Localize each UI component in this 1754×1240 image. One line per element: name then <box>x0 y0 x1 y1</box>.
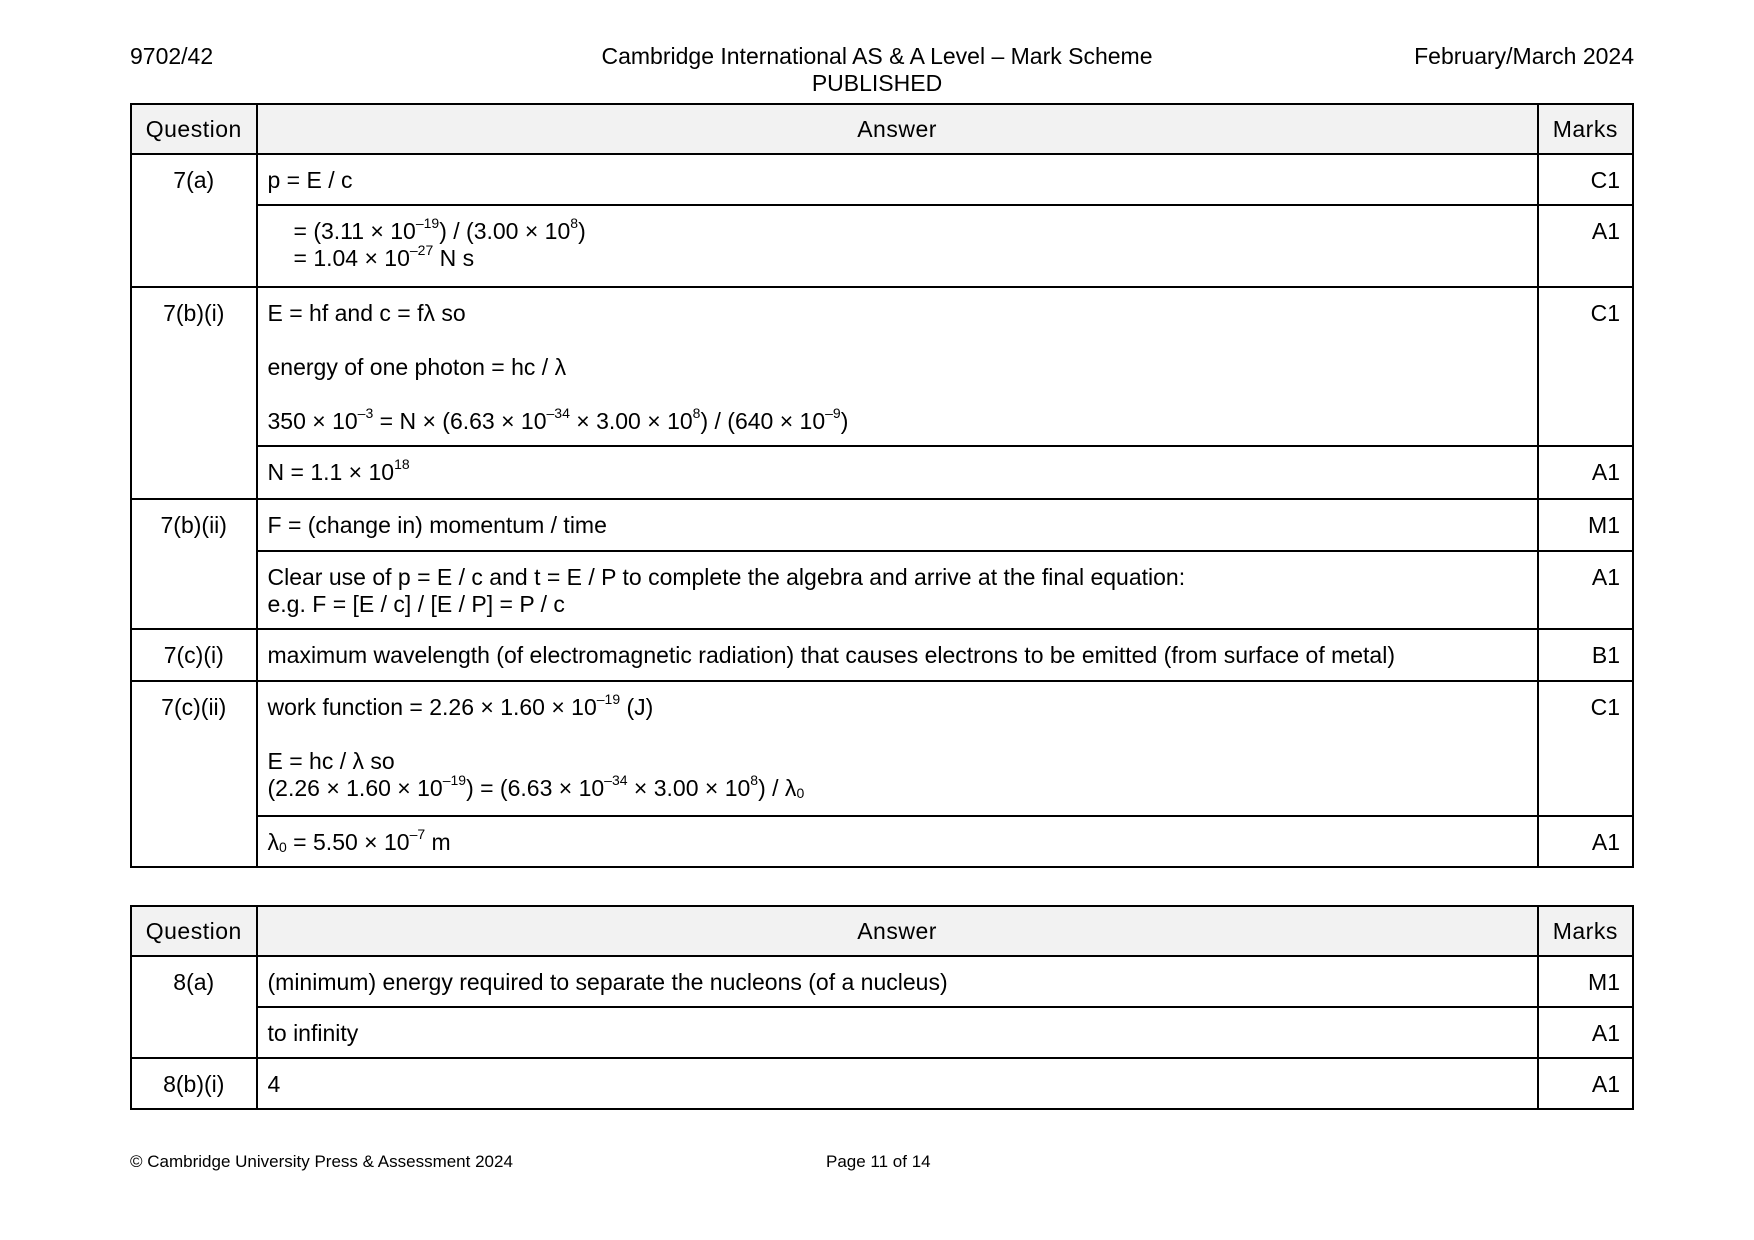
table-row <box>131 1058 1633 1109</box>
answer-cell <box>257 1058 1538 1109</box>
marks-column-header: Marks <box>1538 104 1633 154</box>
page-number: Page 11 of 14 <box>826 1152 931 1171</box>
answer-cell <box>257 551 1538 629</box>
answer-text: = N × (6.63 × 10 <box>373 408 547 434</box>
answer-text: (2.26 × 1.60 × 10 <box>267 775 443 801</box>
mark-cell: A1 <box>1538 1058 1633 1109</box>
answer-text: ) / (3.00 × 10 <box>439 218 571 244</box>
table-row <box>131 551 1633 629</box>
answer-text: = 5.50 × 10 <box>286 829 410 855</box>
subscript: 0 <box>279 839 287 855</box>
question-label: 8(a) <box>131 956 257 1058</box>
question-label: 7(b)(ii) <box>131 499 257 629</box>
mark-cell: M1 <box>1538 499 1633 551</box>
answer-line <box>267 405 1527 435</box>
question-label: 7(a) <box>131 154 257 287</box>
mark-cell: M1 <box>1538 956 1633 1007</box>
answer-text: λ <box>267 829 279 855</box>
answer-text: F = (change in) momentum / time <box>267 512 607 538</box>
answer-text: × 3.00 × 10 <box>627 775 751 801</box>
answer-text: × 3.00 × 10 <box>569 408 693 434</box>
answer-cell <box>257 956 1538 1007</box>
mark-cell: A1 <box>1538 205 1633 287</box>
table-row <box>131 956 1633 1007</box>
exponent: –34 <box>546 405 570 422</box>
question-column-header: Question <box>131 906 257 956</box>
mark-cell: A1 <box>1538 446 1633 499</box>
answer-text: m <box>425 829 451 855</box>
paper-code: 9702/42 <box>130 43 214 69</box>
mark-cell: A1 <box>1538 1007 1633 1058</box>
exam-session: February/March 2024 <box>1414 43 1634 69</box>
answer-cell <box>257 816 1538 867</box>
question-label: 7(b)(i) <box>131 287 257 499</box>
mark-cell: A1 <box>1538 816 1633 867</box>
table-row <box>131 287 1633 446</box>
answer-line <box>268 215 1527 245</box>
exponent: –34 <box>604 772 628 789</box>
answer-text: (J) <box>620 694 654 720</box>
copyright-notice: © Cambridge University Press & Assessment 2024 <box>130 1152 513 1171</box>
answer-text: p = E / c <box>267 167 353 193</box>
table-header-row <box>131 906 1633 956</box>
answer-line: Clear use of p = E / c and t = E / P to complete the algebra and arrive at the final equation: <box>267 564 1186 590</box>
answer-cell <box>257 287 1538 446</box>
question-label: 7(c)(ii) <box>131 681 257 867</box>
question-label: 8(b)(i) <box>131 1058 257 1109</box>
answer-text: ) = (6.63 × 10 <box>466 775 605 801</box>
answer-line <box>268 242 1527 272</box>
exponent: 8 <box>692 405 701 422</box>
table-header-row <box>131 104 1633 154</box>
answer-column-header: Answer <box>257 104 1538 154</box>
document-title-text: Cambridge International AS & A Level – Mark Scheme <box>601 43 1153 69</box>
marks-column-header: Marks <box>1538 906 1633 956</box>
answer-line: energy of one photon = hc / λ <box>267 354 567 380</box>
exponent: –7 <box>409 826 426 843</box>
answer-text: N s <box>433 245 475 271</box>
answer-text: maximum wavelength (of electromagnetic radiation) that causes electrons to be emitted (from surface of metal) <box>267 642 1395 668</box>
answer-line: E = hf and c = fλ so <box>267 300 466 326</box>
mark-cell: A1 <box>1538 551 1633 629</box>
table-row <box>131 816 1633 867</box>
question-label: 7(c)(i) <box>131 629 257 681</box>
answer-text: ) / (640 × 10 <box>700 408 826 434</box>
answer-column-header: Answer <box>257 906 1538 956</box>
table-row <box>131 154 1633 205</box>
answer-text: ) / λ <box>758 775 797 801</box>
answer-line <box>267 772 1527 802</box>
exponent: –3 <box>357 405 374 422</box>
table-row <box>131 205 1633 287</box>
answer-text: ) <box>840 408 849 434</box>
answer-text: = 1.04 × 10 <box>293 245 410 271</box>
answer-text: N = 1.1 × 10 <box>267 459 395 485</box>
answer-text: = (3.11 × 10 <box>293 218 416 244</box>
exponent: 18 <box>394 456 410 473</box>
table-row <box>131 629 1633 681</box>
answer-line: e.g. F = [E / c] / [E / P] = P / c <box>267 591 565 617</box>
table-row <box>131 681 1633 816</box>
answer-line <box>267 691 1527 721</box>
answer-cell <box>257 205 1538 287</box>
mark-cell: C1 <box>1538 287 1633 446</box>
mark-cell: B1 <box>1538 629 1633 681</box>
exponent: –19 <box>442 772 467 789</box>
document-status: PUBLISHED <box>811 70 943 96</box>
mark-cell: C1 <box>1538 154 1633 205</box>
answer-text: to infinity <box>267 1020 359 1046</box>
answer-cell <box>257 154 1538 205</box>
answer-cell <box>257 446 1538 499</box>
mark-scheme-table-q8 <box>130 905 1634 1110</box>
subscript: 0 <box>796 785 805 801</box>
answer-cell <box>257 629 1538 681</box>
exponent: –9 <box>825 405 841 422</box>
answer-cell <box>257 681 1538 816</box>
table-row <box>131 499 1633 551</box>
exponent: –27 <box>409 242 434 259</box>
answer-text: (minimum) energy required to separate the nucleons (of a nucleus) <box>267 969 948 995</box>
answer-text: 350 × 10 <box>267 408 358 434</box>
table-row <box>131 1007 1633 1058</box>
mark-cell: C1 <box>1538 681 1633 816</box>
table-row <box>131 446 1633 499</box>
answer-cell <box>257 1007 1538 1058</box>
exponent: –19 <box>596 691 621 708</box>
answer-text: 4 <box>267 1071 281 1097</box>
exponent: –19 <box>415 215 440 232</box>
answer-cell <box>257 499 1538 551</box>
exponent: 8 <box>750 772 759 789</box>
answer-text: work function = 2.26 × 1.60 × 10 <box>267 694 597 720</box>
exponent: 8 <box>570 215 579 232</box>
answer-line: E = hc / λ so <box>267 748 395 774</box>
answer-text: ) <box>578 218 586 244</box>
question-column-header: Question <box>131 104 257 154</box>
mark-scheme-table-q7 <box>130 103 1634 868</box>
